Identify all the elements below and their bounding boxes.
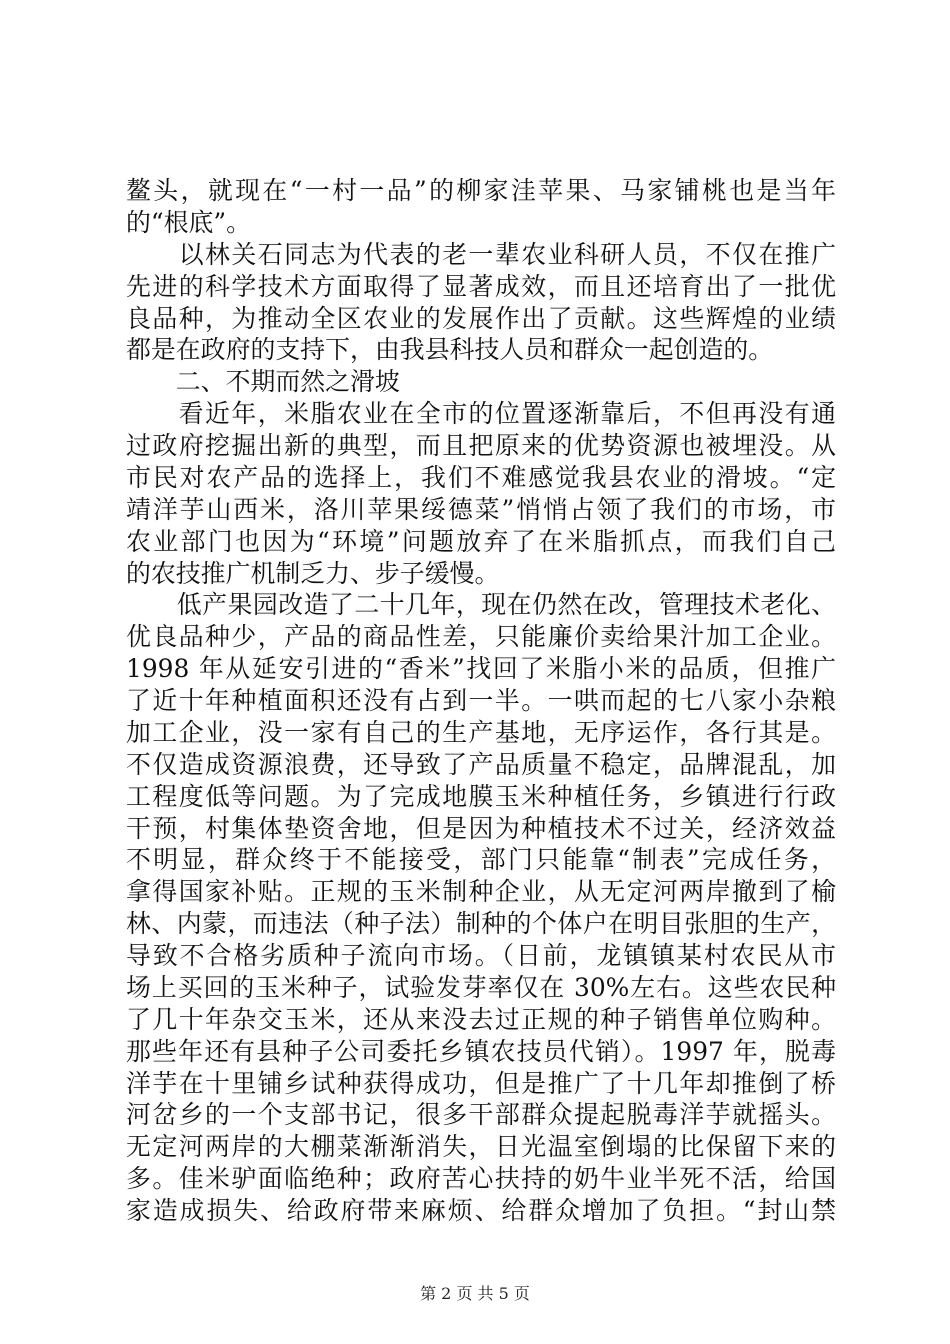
text-line: 低产果园改造了二十几年，现在仍然在改，管理技术老化、 <box>126 590 836 620</box>
text-line: 加工企业，没一家有自己的生产基地，无序运作，各行其是。 <box>126 717 836 747</box>
text-line: 场上买回的玉米种子，试验发芽率仅在 30%左右。这些农民种 <box>126 972 836 1002</box>
text-line: 过政府挖掘出新的典型，而且把原来的优势资源也被埋没。从 <box>126 431 836 460</box>
text-line: 靖洋芋山西米，洛川苹果绥德菜”悄悄占领了我们的市场，市 <box>126 494 836 524</box>
text-line: 不明显，群众终于不能接受，部门只能靠“制表”完成任务， <box>126 845 836 875</box>
text-line: 拿得国家补贴。正规的玉米制种企业，从无定河两岸撤到了榆 <box>126 877 836 907</box>
text-line: 林、内蒙，而违法（种子法）制种的个体户在明目张胆的生产， <box>126 909 836 939</box>
text-line: 工程度低等问题。为了完成地膜玉米种植任务，乡镇进行行政 <box>126 781 836 811</box>
text-line: 1998 年从延安引进的“香米”找回了米脂小米的品质，但推广 <box>126 654 836 684</box>
text-line: 导致不合格劣质种子流向市场。（日前，龙镇镇某村农民从市 <box>126 941 836 970</box>
text-line: 洋芋在十里铺乡试种获得成功，但是推广了十几年却推倒了桥 <box>126 1068 836 1098</box>
text-line: 多。佳米驴面临绝种；政府苦心扶持的奶牛业半死不活，给国 <box>126 1164 836 1194</box>
text-line: 不仅造成资源浪费，还导致了产品质量不稳定，品牌混乱，加 <box>126 749 836 779</box>
text-line: 家造成损失、给政府带来麻烦、给群众增加了负担。“封山禁 <box>126 1196 836 1225</box>
text-line: 看近年，米脂农业在全市的位置逐渐靠后，不但再没有通 <box>126 399 836 429</box>
text-line: 以林关石同志为代表的老一辈农业科研人员，不仅在推广 <box>126 239 836 269</box>
text-line: 先进的科学技术方面取得了显著成效，而且还培育出了一批优 <box>126 271 836 301</box>
text-line: 市民对农产品的选择上，我们不难感觉我县农业的滑坡。“定 <box>126 462 836 492</box>
text-line: 的“根底”。 <box>126 207 252 237</box>
text-line: 无定河两岸的大棚菜渐渐消失，日光温室倒塌的比保留下来的 <box>126 1132 836 1162</box>
text-line: 都是在政府的支持下，由我县科技人员和群众一起创造的。 <box>126 335 774 365</box>
text-line: 的农技推广机制乏力、步子缓慢。 <box>126 558 500 588</box>
text-line: 优良品种少，产品的商品性差，只能廉价卖给果汁加工企业。 <box>126 622 836 652</box>
text-line: 河岔乡的一个支部书记，很多干部群众提起脱毒洋芋就摇头。 <box>126 1100 836 1130</box>
text-line: 鳌头，就现在“一村一品”的柳家洼苹果、马家铺桃也是当年 <box>126 176 836 205</box>
text-line: 了几十年杂交玉米，还从来没去过正规的种子销售单位购种。 <box>126 1004 836 1034</box>
text-line: 农业部门也因为“环境”问题放弃了在米脂抓点，而我们自己 <box>126 526 836 556</box>
text-line: 那些年还有县种子公司委托乡镇农技员代销）。1997 年，脱毒 <box>126 1036 836 1066</box>
page-footer: 第 2 页 共 5 页 <box>420 1284 530 1303</box>
section-heading: 二、不期而然之滑坡 <box>126 367 400 397</box>
text-line: 了近十年种植面积还没有占到一半。一哄而起的七八家小杂粮 <box>126 686 836 715</box>
text-line: 干预，村集体垫资舍地，但是因为种植技术不过关，经济效益 <box>126 813 836 843</box>
text-line: 良品种，为推动全区农业的发展作出了贡献。这些辉煌的业绩 <box>126 303 836 333</box>
